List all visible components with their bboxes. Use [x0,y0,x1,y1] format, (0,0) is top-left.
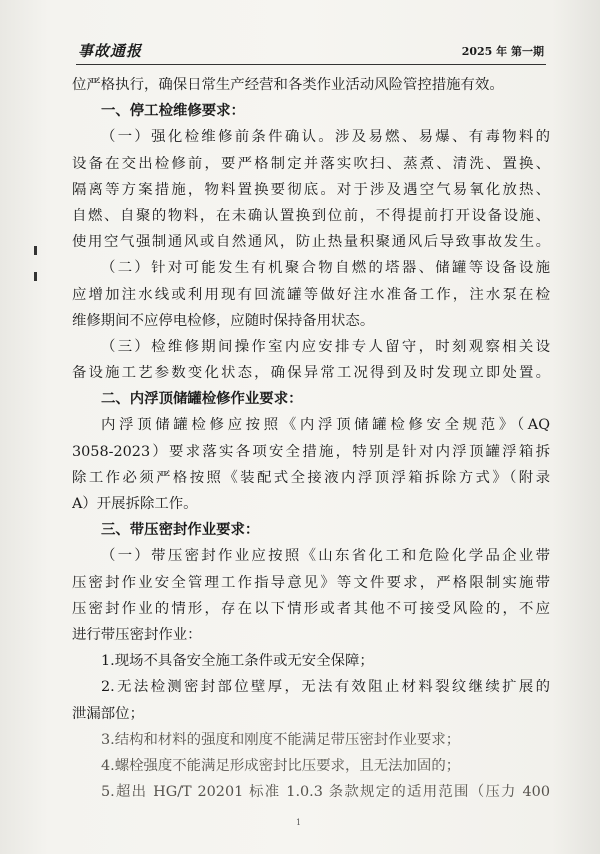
text-line: 维修期间不应停电检修，应随时保持备用状态。 [72,312,375,329]
binding-mark [34,272,37,281]
binding-mark [34,246,37,255]
text-line: 设备在交出检修前，要严格制定并落实吹扫、蒸煮、清洗、置换、 [72,155,550,172]
issue-label: 2025 年 第一期 [461,45,544,58]
list-item: 4.螺栓强度不能满足形成密封比压要求，且无法加固的； [101,757,461,774]
text-line: A）开展拆除工作。 [72,496,198,512]
page-header [78,40,544,64]
text-line: 进行带压密封作业： [72,626,202,643]
text-line: （三）检维修期间操作室内应安排专人留守，时刻观察相关设 [101,338,550,355]
text-line: 备设施工艺参数变化状态，确保异常工况得到及时发现立即处置。 [72,365,550,382]
text-line: 位严格执行，确保日常生产经营和各类作业活动风险管控措施有效。 [72,77,504,93]
page-number: 1 [296,818,302,827]
text-line: 应增加注水线或利用现有回流罐等做好注水准备工作，注水泵在检 [72,286,550,303]
text-line: 除工作必须严格按照《装配式全接液内浮顶浮箱拆除方式》（附录 [72,469,550,486]
section-heading: 二、内浮顶储罐检修作业要求： [101,390,303,408]
list-item: 1.现场不具备安全施工条件或无安全保障； [101,653,374,670]
text-line: 压密封作业安全管理工作指导意见》等文件要求，严格限制实施带 [72,574,550,591]
list-item-continuation: 泄漏部位； [72,705,144,722]
list-item: 2.无法检测密封部位壁厚，无法有效阻止材料裂纹继续扩展的 [101,679,550,696]
list-item: 5.超出 HG/T 20201 标准 1.0.3 条款规定的适用范围（压力 400 [101,784,550,801]
text-line: （一）强化检维修前条件确认。涉及易燃、易爆、有毒物料的 [101,129,550,146]
text-line: （一）带压密封作业应按照《山东省化工和危险化学品企业带 [101,548,550,565]
list-item: 3.结构和材料的强度和刚度不能满足带压密封作业要求； [101,731,461,748]
section-heading: 一、停工检维修要求： [101,102,245,120]
text-line: 自燃、自聚的物料，在未确认置换到位前，不得提前打开设备设施、 [72,207,550,224]
text-line: 使用空气强制通风或自然通风，防止热量积聚通风后导致事故发生。 [72,234,550,251]
header-divider [76,64,546,65]
bulletin-title: 事故通报 [78,42,143,60]
section-heading: 三、带压密封作业要求： [101,521,260,539]
text-line: 3058-2023）要求落实各项安全措施，特别是针对内浮顶罐浮箱拆 [72,443,550,460]
text-line: （二）针对可能发生有机聚合物自燃的塔器、储罐等设备设施 [101,260,550,277]
text-line: 隔离等方案措施，物料置换要彻底。对于涉及遇空气易氧化放热、 [72,181,550,198]
text-line: 压密封作业的情形，存在以下情形或者其他不可接受风险的，不应 [72,600,550,617]
text-line: 内浮顶储罐检修应按照《内浮顶储罐检修安全规范》（AQ [101,417,550,434]
body-text [72,72,550,805]
